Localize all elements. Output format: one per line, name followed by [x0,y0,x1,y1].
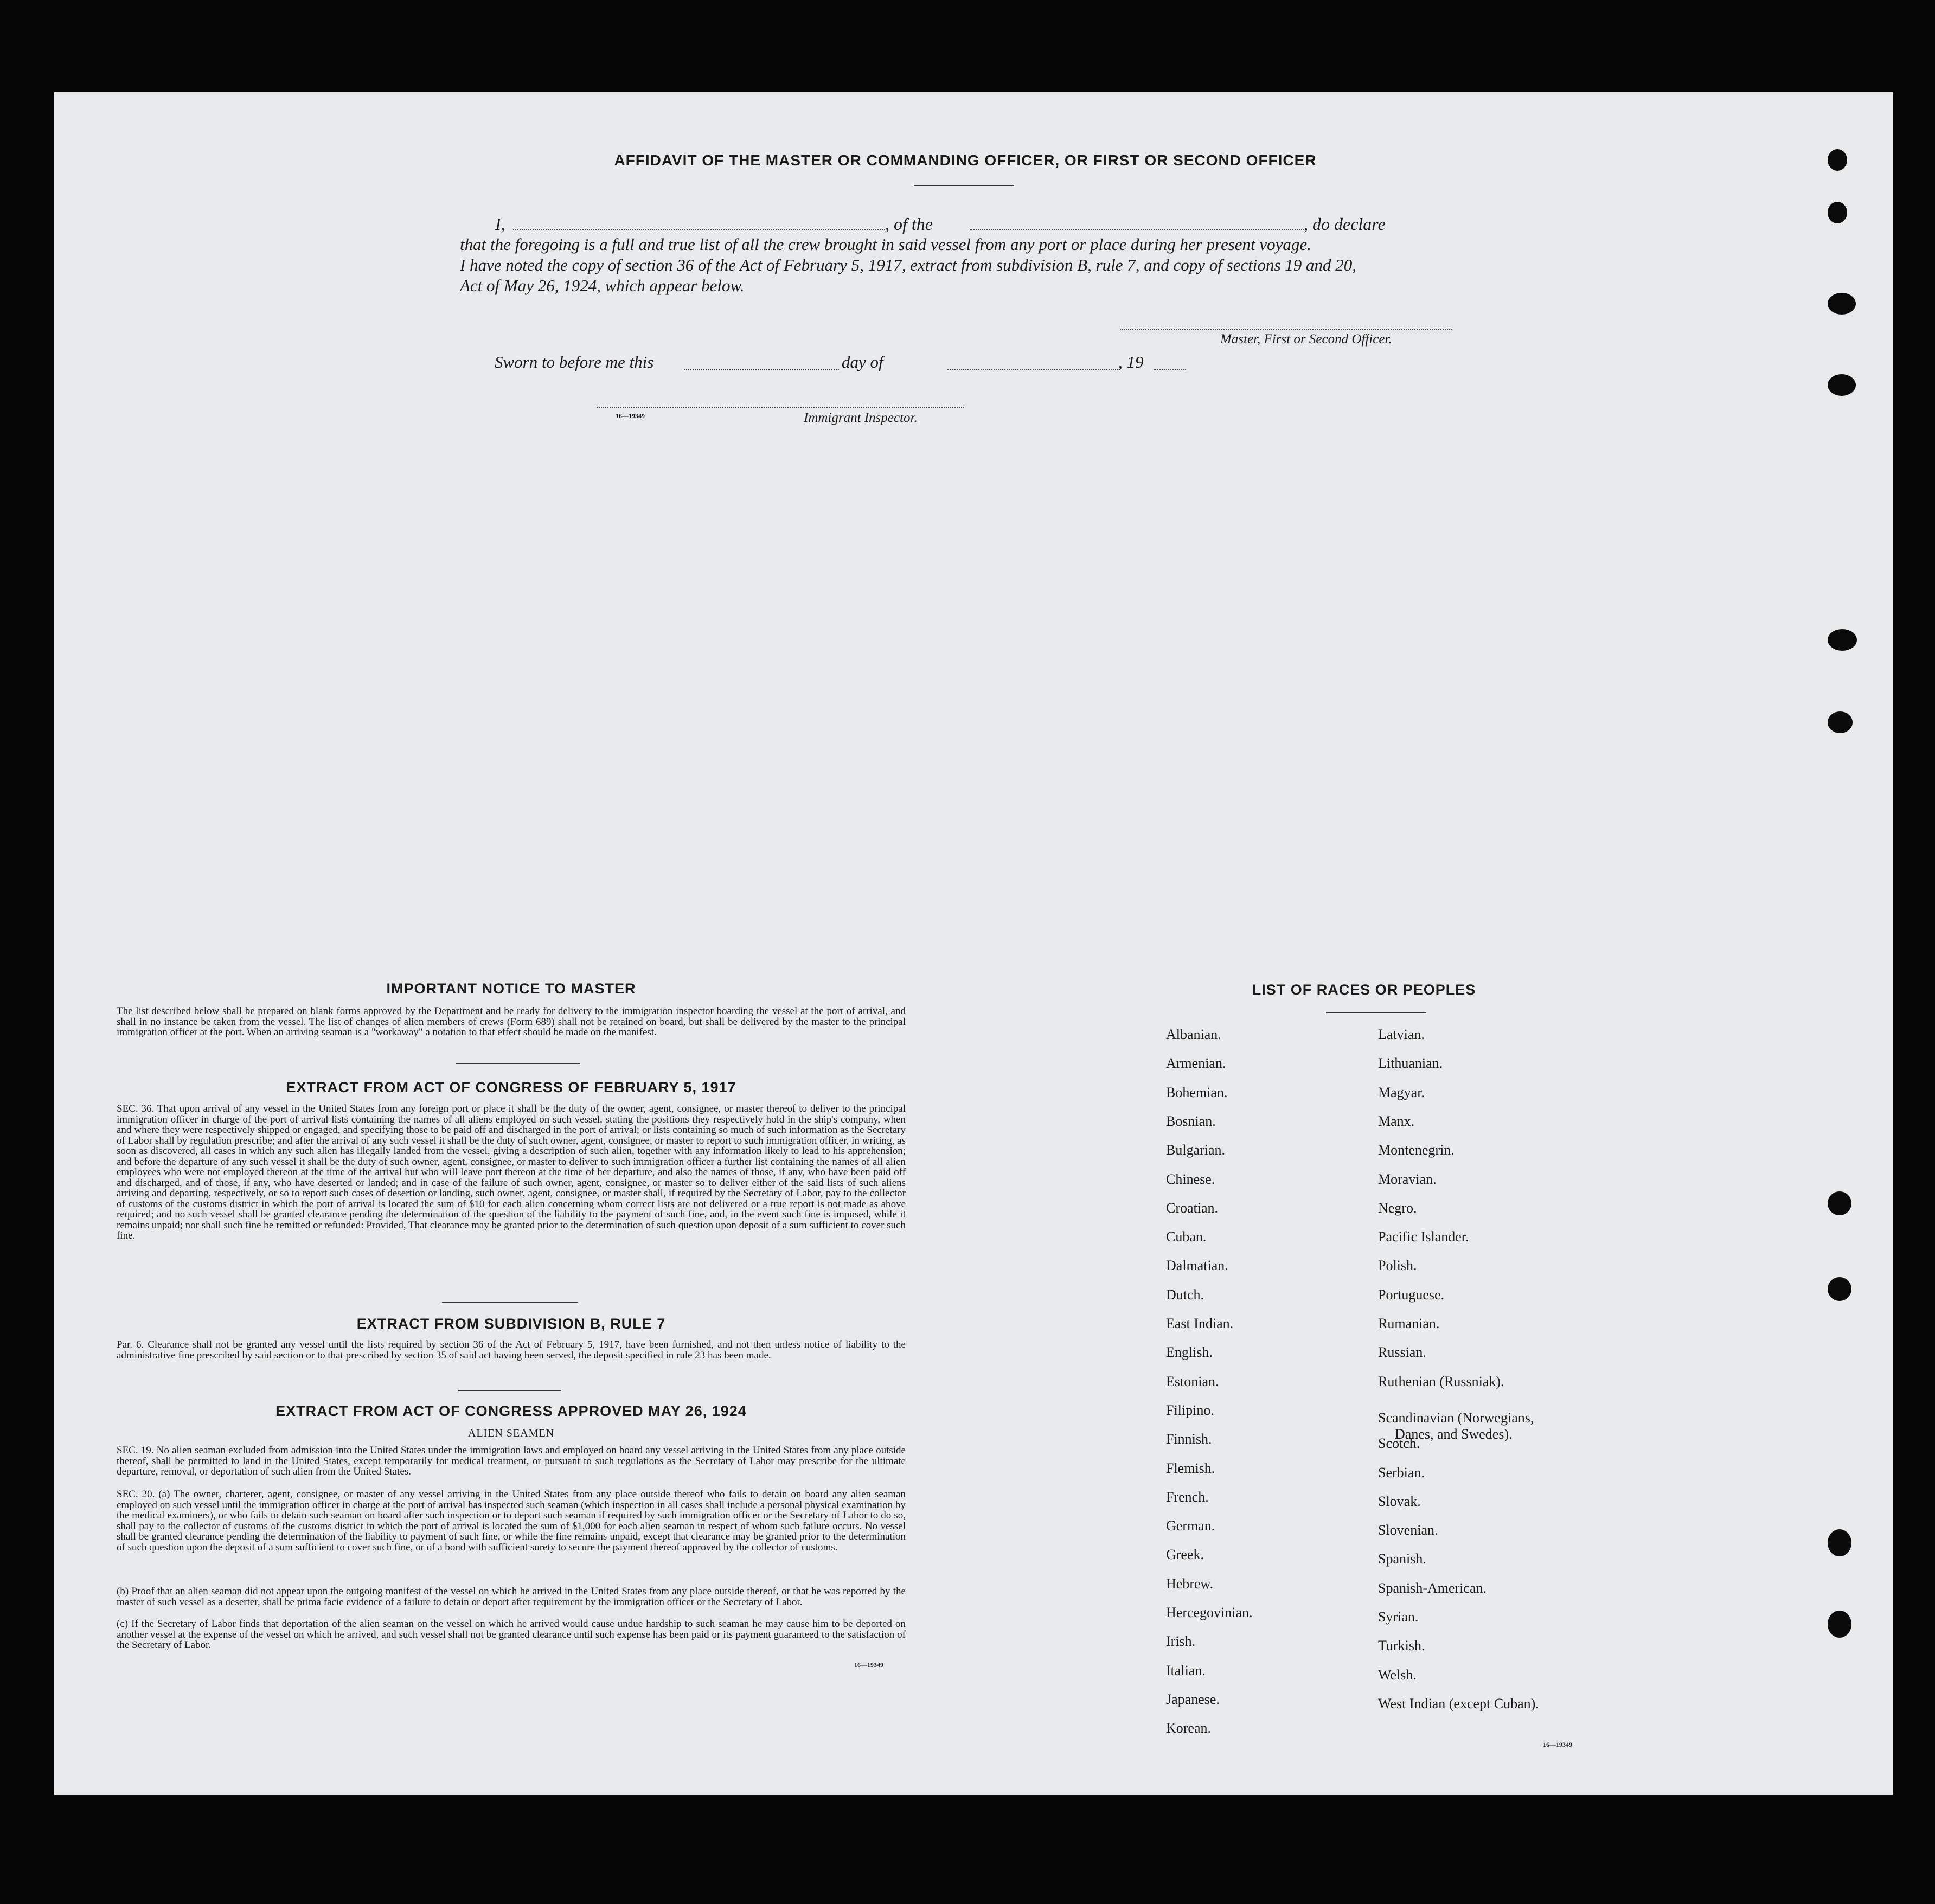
race-item: Polish. [1378,1258,1417,1274]
punch-hole [1828,1277,1851,1301]
form-number: 16—19349 [616,412,645,420]
extract-1917-title: EXTRACT FROM ACT OF CONGRESS OF FEBRUARY 5, 1917 [286,1079,736,1095]
race-item: Spanish. [1378,1551,1426,1567]
race-item: West Indian (except Cuban). [1378,1695,1539,1711]
rule7-title: EXTRACT FROM SUBDIVISION B, RULE 7 [356,1316,666,1332]
punch-hole [1828,1529,1851,1556]
race-item: Slovak. [1378,1493,1421,1509]
race-item: English. [1166,1344,1213,1361]
extract-1924-title: EXTRACT FROM ACT OF CONGRESS APPROVED MAY 26, 1924 [275,1403,747,1419]
race-item: Hebrew. [1166,1575,1214,1592]
race-item: Chinese. [1166,1171,1215,1187]
race-item: Greek. [1166,1547,1204,1563]
inspector-label: Immigrant Inspector. [804,411,918,425]
sec20a-text: SEC. 20. (a) The owner, charterer, agent, consignee, or master of any vessel arriving in the United States from any place outside thereof who fails to detain on board any alien seaman employed on such vessel until the immigration officer in charge at the port of arrival has inspected such seaman (which inspection in all cases shall include a personal physical examination by the medical examiners), or who fails to detain such seaman on board after such inspection or to deport such seaman if required by such immigration officer or the Secretary of Labor to do so, shall pay to the collector of customs of the customs district in which the port of arrival is located the sum of $1,000 for each alien seaman in respect of whom such failure occurs. No vessel shall be granted clearance pending the determination of the liability to payment of such fine, or while the fine remains unpaid, except that clearance may be granted prior to the determination of such question upon the deposit of a sum sufficient to cover such fine, or of a bond with sufficient surety to secure the payment thereof approved by the collector of customs. [117,1489,906,1553]
race-item: Albanian. [1166,1027,1221,1042]
sworn-day-field[interactable] [684,369,839,370]
alien-seamen-subtitle: ALIEN SEAMEN [467,1427,555,1439]
race-item: Ruthenian (Russniak). [1378,1373,1504,1389]
race-item: Filipino. [1166,1402,1214,1418]
divider [914,185,1014,186]
race-item: Cuban. [1166,1229,1207,1245]
race-item: Armenian. [1166,1055,1226,1072]
punch-hole [1828,1191,1851,1215]
divider [456,1063,580,1064]
affidavit-line-4: Act of May 26, 1924, which appear below. [460,276,745,295]
vessel-role-field[interactable] [970,229,1304,230]
race-item: Bulgarian. [1166,1142,1226,1158]
punch-hole [1828,293,1856,315]
race-item: Manx. [1378,1113,1415,1129]
race-item: Latvian. [1378,1027,1425,1042]
sworn-prefix: Sworn to before me this [495,352,654,371]
race-item: Finnish. [1166,1431,1212,1447]
rule7-text: Par. 6. Clearance shall not be granted any vessel until the lists required by section 36 of the Act of February 5, 1917, have been furnished, and not then unless notice of liability to the administrative fine prescribed by said section or to that prescribed by section 35 of said act having been served, the deposit specified in rule 23 has been made. [117,1339,906,1361]
race-item: Korean. [1166,1720,1212,1736]
race-item: Flemish. [1166,1460,1215,1476]
race-item: Slovenian. [1378,1522,1438,1538]
race-item: Lithuanian. [1378,1055,1443,1072]
race-item: French. [1166,1489,1209,1505]
master-signature-field[interactable] [1120,329,1452,330]
race-item: Portuguese. [1378,1286,1445,1303]
affidavit-line-3: I have noted the copy of section 36 of the Act of February 5, 1917, extract from subdivision B, rule 7, and copy of sections 19 and 20, [460,255,1357,274]
race-item: Serbian. [1378,1464,1425,1480]
race-item: Welsh. [1378,1666,1417,1683]
race-item: Russian. [1378,1344,1426,1361]
sworn-line [495,352,1254,374]
race-item: Pacific Islander. [1378,1229,1469,1245]
race-item: Scotch. [1378,1435,1420,1452]
race-item: Dutch. [1166,1286,1204,1303]
declarant-prefix: I, [495,214,505,234]
race-item: Italian. [1166,1662,1206,1678]
race-item: Estonian. [1166,1373,1219,1389]
inspector-signature-field[interactable] [597,407,964,408]
form-number: 16—19349 [854,1661,883,1669]
declare-label: , do declare [1304,214,1386,234]
divider [442,1302,578,1303]
form-number: 16—19349 [1543,1741,1572,1748]
sworn-month-field[interactable] [947,369,1118,370]
race-item: Spanish-American. [1378,1580,1487,1596]
divider [458,1390,561,1391]
race-item: Bosnian. [1166,1113,1216,1129]
punch-hole [1828,711,1853,733]
races-title: LIST OF RACES OR PEOPLES [1252,982,1476,998]
race-item: Scandinavian (Norwegians, [1378,1410,1534,1426]
master-signature-label: Master, First or Second Officer. [1220,332,1392,347]
punch-hole [1828,1611,1851,1638]
race-item: Rumanian. [1378,1316,1440,1331]
sec20b-text: (b) Proof that an alien seaman did not appear upon the outgoing manifest of the vessel on which he arrived in the United States from any place outside thereof, or that he was reported by the master of such vessel as a deserter, shall be prima facie evidence of a failure to detain or deport after requirement by the immigration officer or the Secretary of Labor. [117,1586,906,1608]
race-item: Irish. [1166,1633,1196,1650]
race-item: German. [1166,1518,1215,1534]
sec20c-text: (c) If the Secretary of Labor finds that deportation of the alien seaman on the vessel on which he arrived would cause undue hardship to such seaman he may cause him to be deported on another vessel at the expense of the vessel on which he arrived, and such vessel shall not be granted clearance until such expense has been paid or its payment guaranteed to the satisfaction of the Secretary of Labor. [117,1618,906,1651]
race-item: Dalmatian. [1166,1258,1228,1274]
race-item: Turkish. [1378,1638,1425,1654]
race-item: East Indian. [1166,1316,1234,1331]
affidavit-title: AFFIDAVIT OF THE MASTER OR COMMANDING OFFICER, OR FIRST OR SECOND OFFICER [614,152,1317,169]
race-item: Magyar. [1378,1084,1425,1100]
race-item: Montenegrin. [1378,1142,1455,1158]
sec19-text: SEC. 19. No alien seaman excluded from admission into the United States under the immigration laws and employed on board any vessel arriving in the United States from any place outside thereof, shall be permitted to land in the United States, except temporarily for medical treatment, or pursuant to such regulations as the Secretary of Labor may prescribe for the ultimate departure, removal, or deportation of such alien from the United States. [117,1445,906,1477]
of-the-label: , of the [885,214,933,234]
race-item: Hercegovinian. [1166,1605,1253,1620]
notice-text: The list described below shall be prepared on blank forms approved by the Department and be ready for delivery to the immigration inspector boarding the vessel at the port of arrival, and shall in no instance be taken from the vessel. The list of changes of alien members of crews (Form 689) shall not be retained on board, but shall be delivered by the master to the principal immigration officer at the port. When an arriving seaman is a "workaway" a notation to that effect should be made on the manifest. [117,1005,906,1038]
punch-hole [1828,149,1847,171]
punch-hole [1828,202,1847,223]
punch-hole [1828,629,1857,651]
race-item: Moravian. [1378,1171,1437,1187]
race-item-continuation: Danes, and Swedes). [1395,1426,1513,1442]
declarant-name-field[interactable] [513,229,885,230]
sworn-year-label: , 19 [1118,352,1144,371]
race-item: Syrian. [1378,1609,1419,1625]
sworn-day-of-label: day of [842,352,883,371]
race-item: Negro. [1378,1200,1417,1216]
divider [1326,1012,1426,1013]
race-item: Croatian. [1166,1200,1219,1216]
notice-title: IMPORTANT NOTICE TO MASTER [386,980,636,997]
race-item: Bohemian. [1166,1084,1228,1100]
sworn-year-field[interactable] [1154,369,1186,370]
affidavit-line-2: that the foregoing is a full and true list of all the crew brought in said vessel from any port or place during her present voyage. [460,235,1311,254]
extract-1917-text: SEC. 36. That upon arrival of any vessel in the United States from any foreign port or place it shall be the duty of the owner, agent, consignee, or master thereof to deliver to the principal immigration officer in charge of the port of arrival lists containing the names of all aliens employed on such vessel, stating the positions they respectively hold in the ship's company, when and where they were respectively shipped or engaged, and specifying those to be paid off and discharged in the port of arrival; or lists containing so much of such information as the Secretary of Labor shall by regulation prescribe; and after the arrival of any such vessel it shall be the duty of such owner, agent, consignee, or master to report to such immigration officer, in writing, as soon as discovered, all cases in which any such alien has illegally landed from the vessel, giving a description of such alien, together with any information likely to lead to his apprehension; and before the departure of any such vessel it shall be the duty of such owner, agent, consignee, or master to deliver to such immigration officer a further list containing the names of all alien employees who were not employed thereon at the time of the arrival but who will leave port thereon at the time of her departure, and also the names of those, if any, who have been paid off and discharged, and of those, if any, who have deserted or landed; and in case of the failure of such owner, agent, consignee, or master so to deliver either of the said lists of such aliens arriving and departing, respectively, or so to report such cases of desertion or landing, such owner, agent, consignee, or master shall, if required by the Secretary of Labor, pay to the collector of customs of the customs district in which the port of arrival is located the sum of $10 for each alien concerning whom correct lists are not delivered or a true report is not made as above required; and no such vessel shall be granted clearance pending the determination of the question of the liability to the payment of such fine, and, in the event such fine is imposed, while it remains unpaid; nor shall such fine be remitted or refunded: Provided, That clearance may be granted prior to the determination of such question upon deposit of a sum sufficient to cover such fine. [117,1103,906,1241]
punch-hole [1828,374,1856,396]
race-item: Japanese. [1166,1691,1220,1707]
